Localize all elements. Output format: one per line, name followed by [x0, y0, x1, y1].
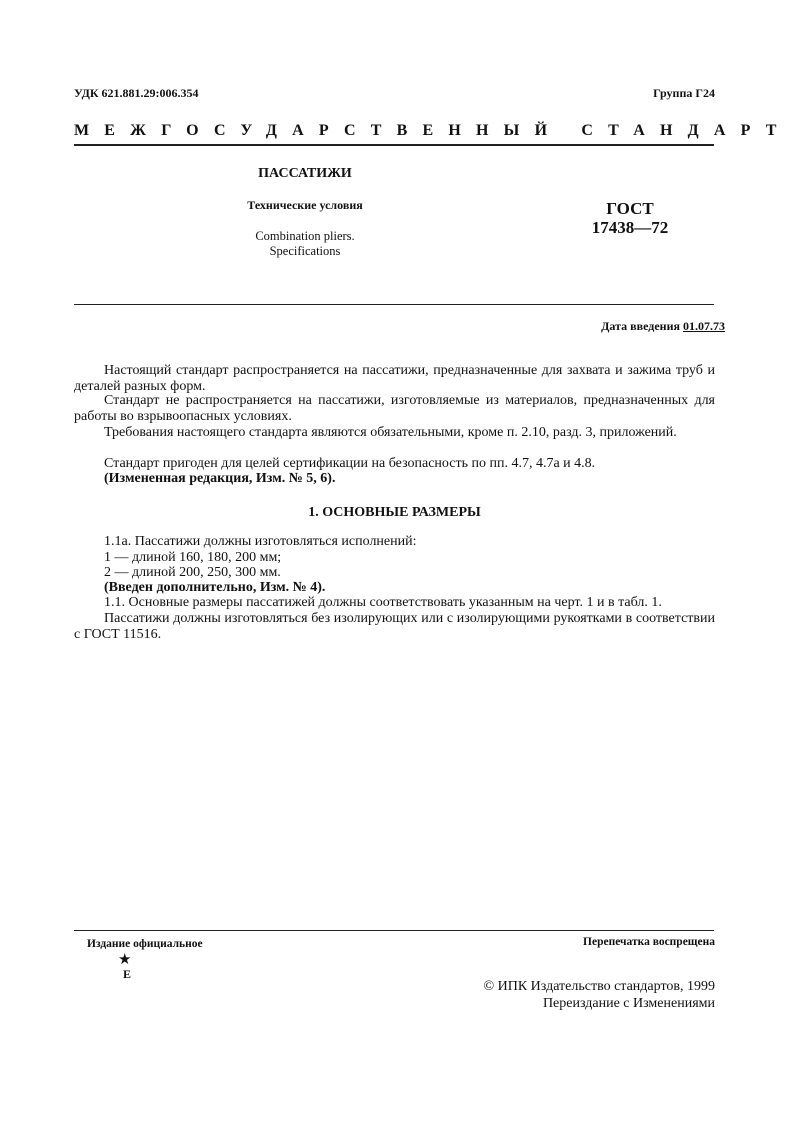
title-rule — [74, 304, 714, 305]
clause-amendment-note: (Введен дополнительно, Изм. № 4). — [104, 580, 326, 595]
document-title: ПАССАТИЖИ — [258, 166, 352, 181]
udk-code: УДК 621.881.29:006.354 — [74, 86, 199, 100]
intro-paragraph-4: Стандарт пригоден для целей сертификации на безопасность по пп. 4.7, 4.7а и 4.8. — [104, 456, 596, 471]
copyright-line: © ИПК Издательство стандартов, 1999 — [483, 979, 715, 994]
reissue-line: Переиздание с Изменениями — [542, 996, 715, 1011]
footer-rule — [74, 930, 714, 931]
edition-letter: Е — [123, 967, 132, 981]
document-subtitle: Технические условия — [247, 198, 363, 212]
clause-1-1: 1.1. Основные размеры пассатижей должны соответствовать указанным на черт. 1 и в табл. 1. — [104, 595, 662, 610]
intro-date-label: Дата введения — [601, 319, 680, 333]
english-title-line2: Specifications — [269, 244, 341, 258]
clause-variant-1: 1 — длиной 160, 180, 200 мм; — [104, 550, 282, 565]
intro-paragraph-2: Стандарт не распространяется на пассатижи, изготовляемые из материалов, предназначенных для работы во взрывоопасных условиях. — [74, 393, 715, 424]
clause-1-1-insulation: Пассатижи должны изготовляться без изолирующих или с изолирующими рукоятками в соответствии с ГОСТ 11516. — [74, 611, 715, 642]
intro-amendment-note: (Измененная редакция, Изм. № 5, 6). — [104, 471, 336, 486]
gost-label: ГОСТ — [606, 199, 654, 218]
reprint-prohibited: Перепечатка воспрещена — [583, 936, 715, 948]
english-title-line1: Combination pliers. — [255, 229, 355, 243]
intro-paragraph-1: Настоящий стандарт распространяется на пассатижи, предназначенные для захвата и зажима труб и деталей разных форм. — [74, 363, 715, 394]
clause-1-1a: 1.1а. Пассатижи должны изготовляться исполнений: — [104, 534, 417, 549]
intro-date — [601, 319, 725, 334]
standard-banner: МЕЖГОСУДАРСТВЕННЫЙ СТАНДАРТ — [74, 122, 792, 139]
star-mark: ★ — [118, 952, 132, 968]
section-1-heading: 1. ОСНОВНЫЕ РАЗМЕРЫ — [308, 505, 481, 520]
gost-number: 17438—72 — [591, 218, 669, 237]
group-code: Группа Г24 — [653, 86, 715, 100]
banner-rule — [74, 144, 714, 146]
official-edition: Издание официальное — [87, 938, 203, 950]
intro-date-value: 01.07.73 — [683, 319, 725, 333]
clause-variant-2: 2 — длиной 200, 250, 300 мм. — [104, 565, 281, 580]
intro-paragraph-3: Требования настоящего стандарта являются обязательными, кроме п. 2.10, разд. 3, приложений. — [104, 425, 677, 440]
